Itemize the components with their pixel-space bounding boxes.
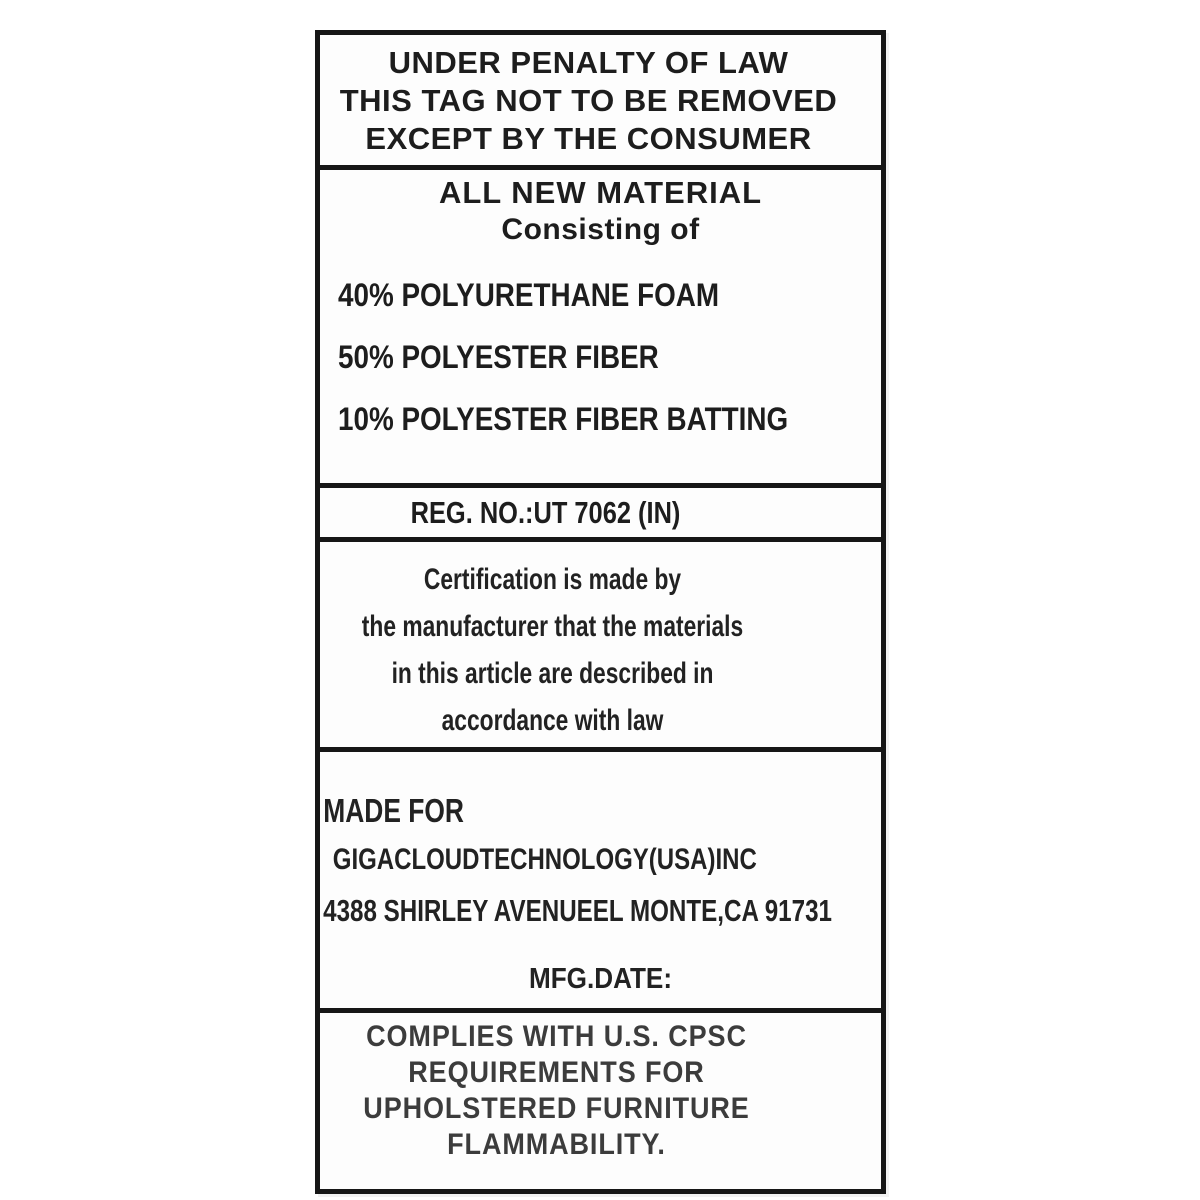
- material-item: 40% POLYURETHANE FOAM: [338, 277, 720, 313]
- law-tag: [315, 30, 886, 1194]
- material-item: 50% POLYESTER FIBER: [338, 339, 659, 375]
- penalty-section: [320, 35, 881, 165]
- made-for-label: MADE FOR: [323, 792, 464, 829]
- materials-list: [320, 264, 881, 450]
- made-for-section: [320, 747, 881, 1008]
- compliance-line: UPHOLSTERED FURNITURE: [363, 1092, 750, 1125]
- certification-section: [320, 537, 881, 747]
- penalty-line: UNDER PENALTY OF LAW: [388, 45, 789, 80]
- registration-number: REG. NO.:UT 7062 (IN): [410, 495, 681, 530]
- penalty-line: EXCEPT BY THE CONSUMER: [365, 121, 812, 156]
- materials-heading: ALL NEW MATERIAL: [438, 175, 763, 210]
- penalty-line: THIS TAG NOT TO BE REMOVED: [339, 83, 838, 118]
- compliance-line: FLAMMABILITY.: [447, 1128, 666, 1161]
- materials-subheading: Consisting of: [501, 213, 700, 246]
- certification-line: Certification is made by: [423, 563, 682, 596]
- certification-line: in this article are described in: [391, 657, 714, 690]
- mfg-date-label: MFG.DATE:: [528, 963, 673, 995]
- compliance-line: REQUIREMENTS FOR: [408, 1056, 705, 1089]
- company-name: GIGACLOUDTECHNOLOGY(USA)INC: [332, 843, 757, 876]
- compliance-section: [320, 1008, 881, 1189]
- compliance-line: COMPLIES WITH U.S. CPSC: [366, 1020, 747, 1053]
- certification-line: accordance with law: [441, 704, 664, 737]
- materials-section: [320, 165, 881, 483]
- certification-line: the manufacturer that the materials: [361, 610, 744, 643]
- material-item: 10% POLYESTER FIBER BATTING: [338, 401, 789, 437]
- registration-section: [320, 483, 881, 537]
- company-address: 4388 SHIRLEY AVENUEEL MONTE,CA 91731: [323, 893, 832, 928]
